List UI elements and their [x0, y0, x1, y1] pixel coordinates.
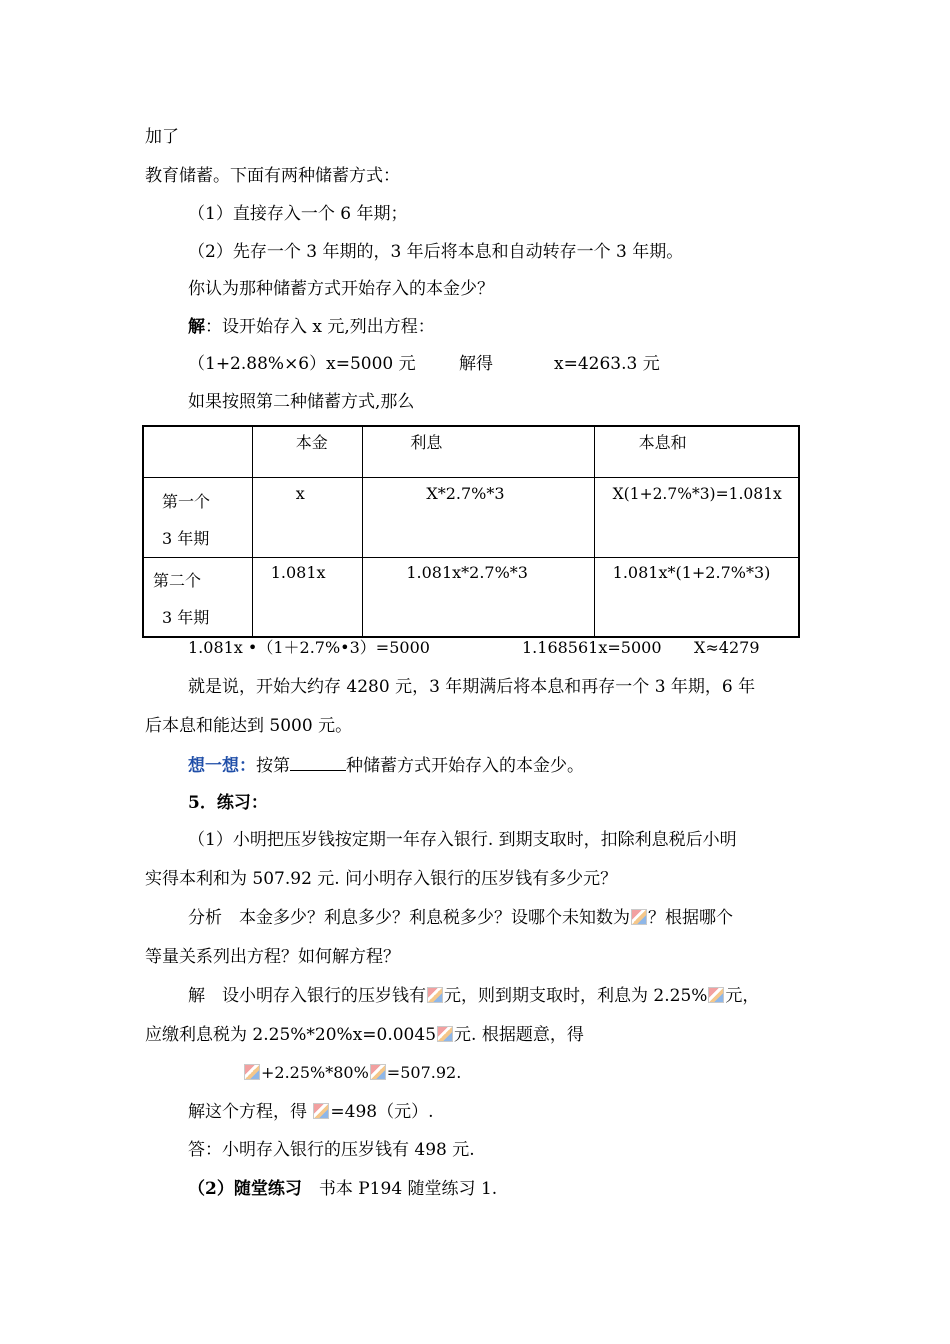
equation-text: +2.25%*80% [261, 1063, 369, 1082]
text-line: （2）先存一个 3 年期的，3 年后将本息和自动转存一个 3 年期。 [188, 242, 684, 262]
think-text: 种储蓄方式开始存入的本金少。 [346, 756, 584, 776]
formula-image-icon [427, 987, 443, 1003]
equation-text: 1.168561x=5000 [522, 638, 662, 657]
text-line: 加了 [145, 127, 179, 147]
text-line: （1）小明把压岁钱按定期一年存入银行. 到期支取时，扣除利息税后小明 [188, 830, 737, 850]
solution-text: 解这个方程，得 [188, 1102, 313, 1122]
savings-table [142, 425, 800, 638]
table-cell: 1.081x [252, 557, 363, 637]
formula-image-icon [631, 909, 647, 925]
think-line [188, 754, 584, 777]
equation-line [188, 353, 660, 375]
period-label: 第一个 [162, 491, 211, 511]
text-line: 就是说，开始大约存 4280 元，3 年期满后将本息和再存一个 3 年期，6 年 [188, 677, 756, 697]
text-line: 后本息和能达到 5000 元。 [145, 716, 353, 736]
section-heading: 5．练习： [188, 793, 268, 813]
solution-line [145, 1024, 584, 1046]
equation-text: 1.081x •（1＋2.7%•3）=5000 [188, 638, 430, 657]
formula-image-icon [313, 1103, 329, 1119]
text-line: 你认为那种储蓄方式开始存入的本金少？ [188, 279, 494, 299]
formula-image-icon [244, 1064, 260, 1080]
practice-line [188, 1178, 497, 1200]
solution-text: 应缴利息税为 2.25%*20%x=0.0045 [145, 1025, 437, 1045]
answer-line: 答：小明存入银行的压岁钱有 498 元. [188, 1140, 475, 1160]
table-row [143, 477, 799, 557]
solution-label: 解 [188, 317, 205, 337]
period-label: 3 年期 [162, 607, 210, 627]
practice-text: 书本 P194 随堂练习 1. [301, 1179, 498, 1199]
table-cell [143, 477, 252, 557]
solution-text: ：设开始存入 x 元,列出方程： [205, 317, 435, 337]
table-row [143, 557, 799, 637]
analysis-line [188, 907, 733, 929]
formula-image-icon [370, 1064, 386, 1080]
text-line: 如果按照第二种储蓄方式,那么 [188, 392, 415, 412]
period-label: 第二个 [153, 570, 202, 590]
table-cell [143, 557, 252, 637]
table-cell: 1.081x*(1+2.7%*3) [594, 557, 799, 637]
equation-text: X≈4279 [694, 638, 760, 657]
think-text: 按第 [256, 756, 290, 776]
text-line: 实得本利和为 507.92 元. 问小明存入银行的压岁钱有多少元？ [145, 869, 618, 889]
table-header-cell [143, 426, 252, 477]
solve-result: x=4263.3 元 [554, 354, 660, 374]
solve-label: 解得 [459, 354, 493, 374]
solution-text: 解 设小明存入银行的压岁钱有 [188, 986, 426, 1006]
answer-blank [290, 754, 346, 771]
solution-text: 元，则到期支取时，利息为 2.25% [444, 986, 708, 1006]
table-cell: X*2.7%*3 [363, 477, 594, 557]
text-line: 等量关系列出方程？如何解方程？ [145, 947, 400, 967]
table-header-cell: 本息和 [594, 426, 799, 477]
solution-line [188, 316, 435, 338]
equation-text: =507.92. [386, 1063, 462, 1082]
formula-image-icon [708, 987, 724, 1003]
solution-line [188, 1101, 434, 1123]
period-label: 3 年期 [162, 528, 210, 548]
practice-label: （2）随堂练习 [188, 1179, 302, 1199]
table-cell: x [252, 477, 363, 557]
solution-text: 元， [725, 986, 760, 1006]
analysis-text: 分析 本金多少？利息多少？利息税多少？设哪个未知数为 [188, 908, 630, 928]
table-header-row [143, 426, 799, 477]
equation-line [243, 1062, 461, 1084]
table-cell: 1.081x*2.7%*3 [363, 557, 594, 637]
solution-text: 元. 根据题意，得 [454, 1025, 584, 1045]
table-cell: X(1+2.7%*3)=1.081x [594, 477, 799, 557]
equation-text: （1+2.88%×6）x=5000 元 [188, 354, 416, 374]
formula-image-icon [437, 1026, 453, 1042]
analysis-text: ？根据哪个 [648, 908, 733, 928]
equation-line [188, 637, 760, 659]
text-line: 教育储蓄。下面有两种储蓄方式： [145, 166, 400, 186]
solution-text: =498（元）. [330, 1102, 434, 1122]
table-header-cell: 利息 [363, 426, 594, 477]
table-header-cell: 本金 [252, 426, 363, 477]
think-label: 想一想： [188, 756, 256, 776]
solution-line [188, 985, 759, 1007]
text-line: （1）直接存入一个 6 年期； [188, 204, 408, 224]
